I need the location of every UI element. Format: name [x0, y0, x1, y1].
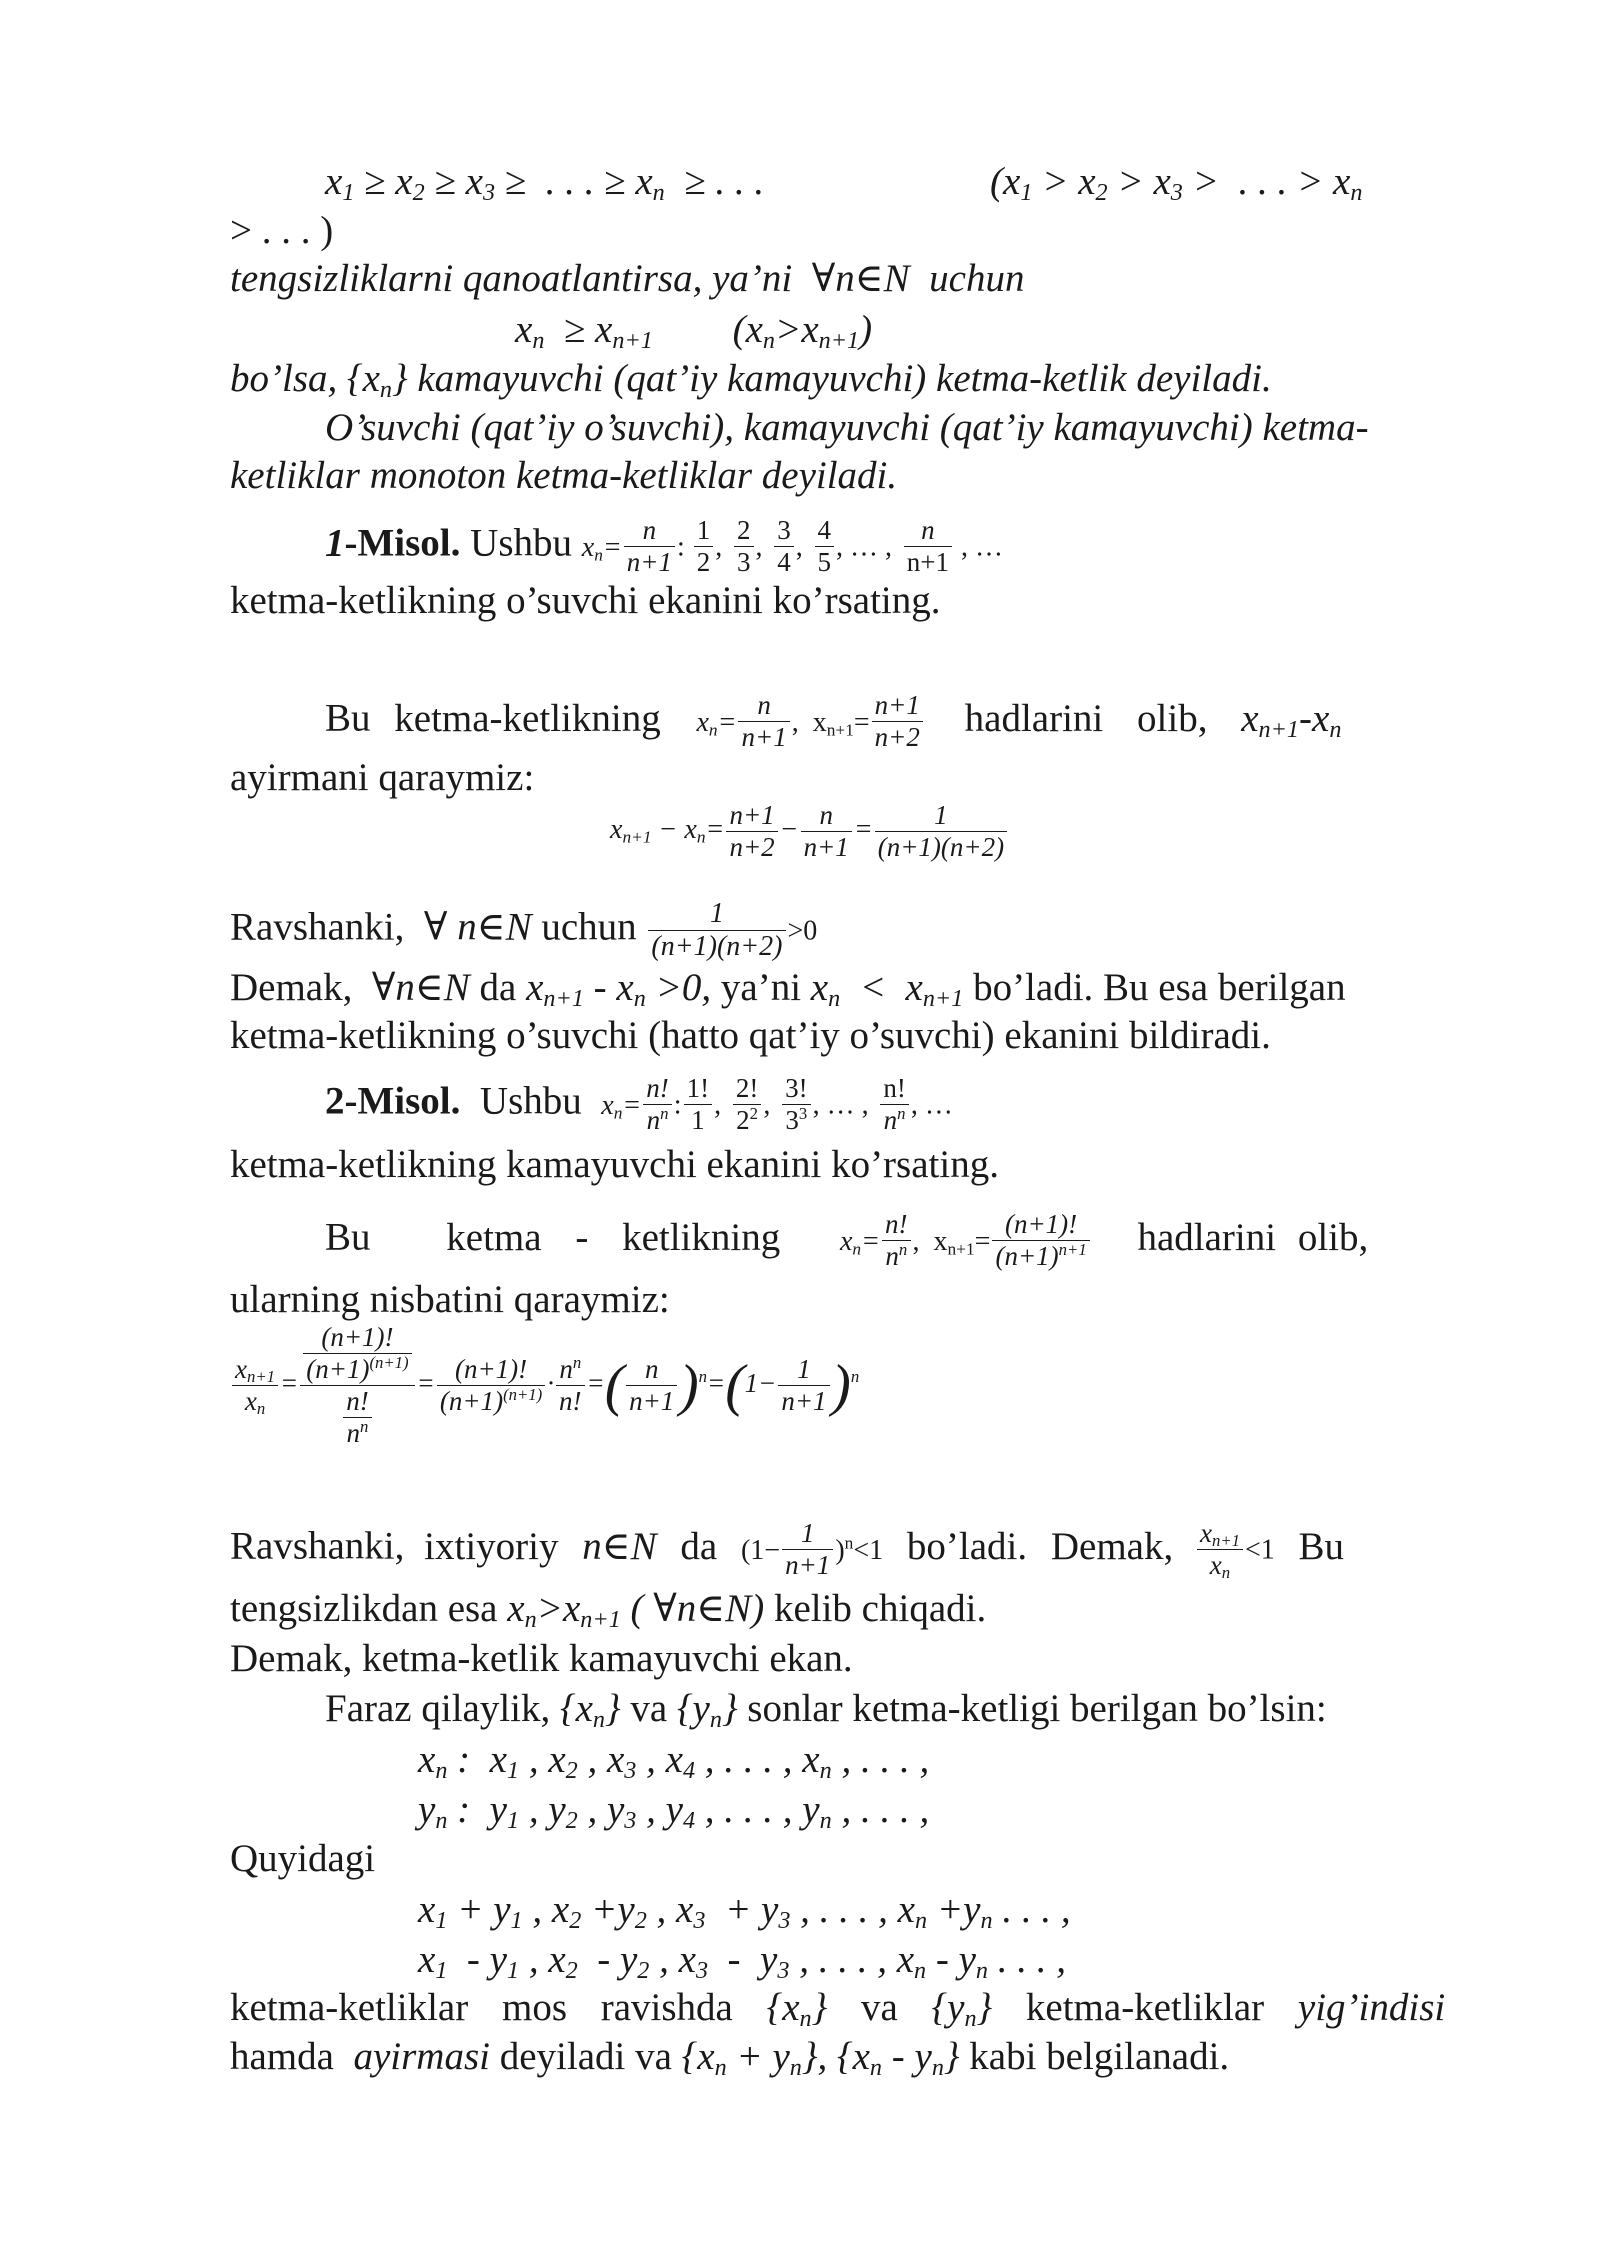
difference-sequence: $x_1 - y_1$ , $x_2 - y_2$ , $x_3 - y_3$ , . . . , $x_n - y_n$ . . . , [418, 1938, 1066, 1985]
ravshanki-line-2: Ravshanki, ixtiyoriy n∈N da (1− $\frac{1}{n+1}$ )$^n$<1 bo’ladi. Demak, $\frac{x_{n+1}}{x_n}$ <1 Bu [230, 1518, 1345, 1583]
ketma-ketliklar-word: ketma-ketliklar [230, 1986, 469, 2029]
olib-word-2: olib, [1297, 1215, 1369, 1259]
ketlikning-word: ketlikning [622, 1215, 781, 1259]
example-1-solution-line: Bu ketma-ketlikning $x_n=$ $\frac{n}{n+1}$ , $x_{n+1}=$ $\frac{n+1}{n+2}$ hadlarini olib, $x_{n+1}-x_n$ [325, 690, 1342, 753]
condition-line: tengsizliklarni qanoatlantirsa, ya’ni ∀n∈N uchun [230, 257, 1025, 300]
ketma-ketliklar-word-2: ketma-ketliklar [1025, 1986, 1265, 2029]
ravishda-word: ravishda [600, 1986, 733, 2029]
bolsa-word: bo’lsa, [230, 357, 338, 400]
ixtiyoriy-word: ixtiyoriy [424, 1524, 559, 1568]
ravshanki-word-2: Ravshanki, [230, 1524, 405, 1568]
bu-word-3: Bu [1298, 1524, 1345, 1568]
demak-word-2: Demak, [1050, 1524, 1174, 1568]
decreasing-condition: $x_n \ge x_{n+1}$ $(x_n>x_{n+1})$ [515, 308, 873, 355]
ravshanki-word: Ravshanki, [230, 905, 405, 949]
uchun-word: uchun [929, 257, 1025, 300]
condition-text: tengsizliklarni qanoatlantirsa, ya’ni [230, 257, 793, 300]
da-word-2: da [680, 1524, 718, 1568]
tengsizlik-line: tengsizlikdan esa $x_n>x_{n+1}$ ( ∀n∈N) kelib chiqadi. [230, 1587, 987, 1634]
dash: - [575, 1215, 589, 1259]
faraz-text: Faraz qilaylik, [325, 1687, 551, 1730]
va-word: va [630, 1687, 668, 1730]
demak-word: Demak, [230, 966, 353, 1009]
monotone-def-line2: ketliklar monoton ketma-ketliklar deyiladi. [230, 454, 898, 497]
ayirmasi-word: ayirmasi [353, 2035, 490, 2078]
tengsizlikdan-text: tengsizlikdan esa [230, 1587, 498, 1630]
example-2-header: 2-Misol. Ushbu $x_n=$ $\frac{n!}{n^n}$ : $\frac{1!}{1}$ , $\frac{2!}{2^2}$ , $\frac{3!}{3^3}$ , … , $\frac{n!}{n^n}$ , … [325, 1073, 953, 1136]
hadlarini-word: hadlarini [964, 696, 1104, 740]
sum-sequence: $x_1 + y_1$ , $x_2 +y_2$ , $x_3 + y_3$ , . . . , $x_n +y_n$ . . . , [418, 1888, 1071, 1935]
ketma-ketlikning-word: ketma-ketlikning [394, 696, 661, 740]
sequence-y: $y_n$ : $y_1$ , $y_2$ , $y_3$ , $y_4$ , . . . , $y_n$ , . . . , [418, 1788, 930, 1835]
bu-word-2: Bu [325, 1215, 371, 1259]
example-2-task: ketma-ketlikning kamayuvchi ekanini ko’rsating. [230, 1143, 999, 1186]
ushbu-word-2: Ushbu [479, 1079, 582, 1123]
mos-word: mos [501, 1986, 567, 2029]
hadlarini-word-2: hadlarini [1137, 1215, 1277, 1259]
demak-line-1: Demak, ∀n∈N da $x_{n+1} - x_n >0$, ya’ni $x_n < x_{n+1}$ bo’ladi. Bu esa berilgan [230, 966, 1346, 1013]
difference-formula: $x_{n+1} - x_n=$ $\frac{n+1}{n+2}$ − $\frac{n}{n+1}$ = $\frac{1}{(n+1)(n+2)}$ [610, 800, 1009, 863]
da-word: da [479, 966, 517, 1009]
quyidagi-line: Quyidagi [230, 1837, 376, 1880]
bu-word: Bu [325, 696, 371, 740]
definition-text: kamayuvchi (qat’iy kamayuvchi) ketma-ketlik deyiladi. [417, 357, 1272, 400]
last-line-2: hamda ayirmasi deyiladi va $\{x_n + y_n\}$, $\{x_n - y_n\}$ kabi belgilanadi. [230, 2035, 1230, 2082]
example-1-task: ketma-ketlikning o’suvchi ekanini ko’rsating. [230, 579, 941, 622]
ushbu-word: Ushbu [470, 521, 572, 565]
sequence-x: $x_n$ : $x_1$ , $x_2$ , $x_3$ , $x_4$ , . . . , $x_n$ , . . . , [418, 1738, 930, 1785]
example-1-label: -Misol. [344, 521, 461, 565]
example-1-header: 1-Misol. Ushbu $x_n=$ $\frac{n}{n+1}$ : $\frac{1}{2}$ , $\frac{2}{3}$ , $\frac{3}{4}$ , $\frac{4}{5}$ , … , $\frac{n}{n+1}$ , … [325, 515, 1004, 578]
uchun-word-2: uchun [541, 905, 637, 949]
faraz-line: Faraz qilaylik, $\{x_n\}$ va $\{y_n\}$ sonlar ketma-ketligi berilgan bo’lsin: [325, 1687, 1327, 1734]
olib-word: olib, [1137, 696, 1208, 740]
ketma-word: ketma [446, 1215, 542, 1259]
hamda-word: hamda [230, 2035, 334, 2078]
sonlar-text: sonlar ketma-ketligi berilgan bo’lsin: [747, 1687, 1327, 1730]
kelib-text: kelib chiqadi. [773, 1587, 987, 1630]
example-1-number: 1 [325, 521, 345, 565]
yani-word: ya’ni [720, 966, 802, 1009]
ratio-formula: $\frac{x_{n+1}}{x_n}$ = $\frac{\frac{(n+1)!}{(n+1)^{(n+1)}}}{\frac{n!}{n^n}}$ = $\frac{(n+1)!}{(n+1)^{(n+1)}}$ · $\frac{n^n}{n!}$ =( $\frac{n}{n+1}$ )$^n$=(1− $\frac{1}{n+1}$ )$^n$ [230, 1322, 859, 1449]
ravshanki-line-1: Ravshanki, ∀ n∈N uchun $\frac{1}{(n+1)(n+2)}$ >0 [230, 898, 818, 963]
deyiladi-text: deyiladi va [499, 2035, 672, 2078]
ayirmani-line: ayirmani qaraymiz: [230, 756, 535, 799]
demak-line-1-cont: ketma-ketlikning o’suvchi (hatto qat’iy o’suvchi) ekanini bildiradi. [230, 1014, 1271, 1057]
monotone-def-line1: O’suvchi (qat’iy o’suvchi), kamayuvchi (qat’iy kamayuvchi) ketma- [325, 406, 1369, 449]
last-line-1: ketma-ketliklar mos ravishda $\{x_n\}$ va $\{y_n\}$ ketma-ketliklar yig’indisi [230, 1986, 1446, 2033]
example-2-label: 2-Misol. [325, 1079, 461, 1123]
belgilanadi-text: kabi belgilanadi. [969, 2035, 1230, 2078]
inequality-line-1: $x_1 \ge x_2 \ge x_3$ ≥ . . . ≥ $x_n$ ≥ . . . ($x_1 > x_2 > x_3$ > . . . > $x_n$ [325, 160, 1363, 207]
yigindisi-word: yig’indisi [1297, 1986, 1446, 2029]
definition-decreasing: bo’lsa, $\{x_n\}$ kamayuvchi (qat’iy kamayuvchi) ketma-ketlik deyiladi. [230, 357, 1272, 404]
nisbat-line: ularning nisbatini qaraymiz: [230, 1278, 670, 1321]
demak-line-3: Demak, ketma-ketlik kamayuvchi ekan. [230, 1637, 853, 1680]
example-2-solution-line: Bu ketma - ketlikning $x_n=$ $\frac{n!}{n^n}$ , $x_{n+1}=$ $\frac{(n+1)!}{(n+1)^{n+1}}$ hadlarini olib, [325, 1209, 1369, 1272]
va-word-2: va [860, 1986, 898, 2029]
boladi-text: bo’ladi. Bu esa berilgan [973, 966, 1346, 1009]
boladi-word: bo’ladi. [906, 1524, 1028, 1568]
inequality-line-1-cont: > . . . ) [230, 209, 334, 252]
